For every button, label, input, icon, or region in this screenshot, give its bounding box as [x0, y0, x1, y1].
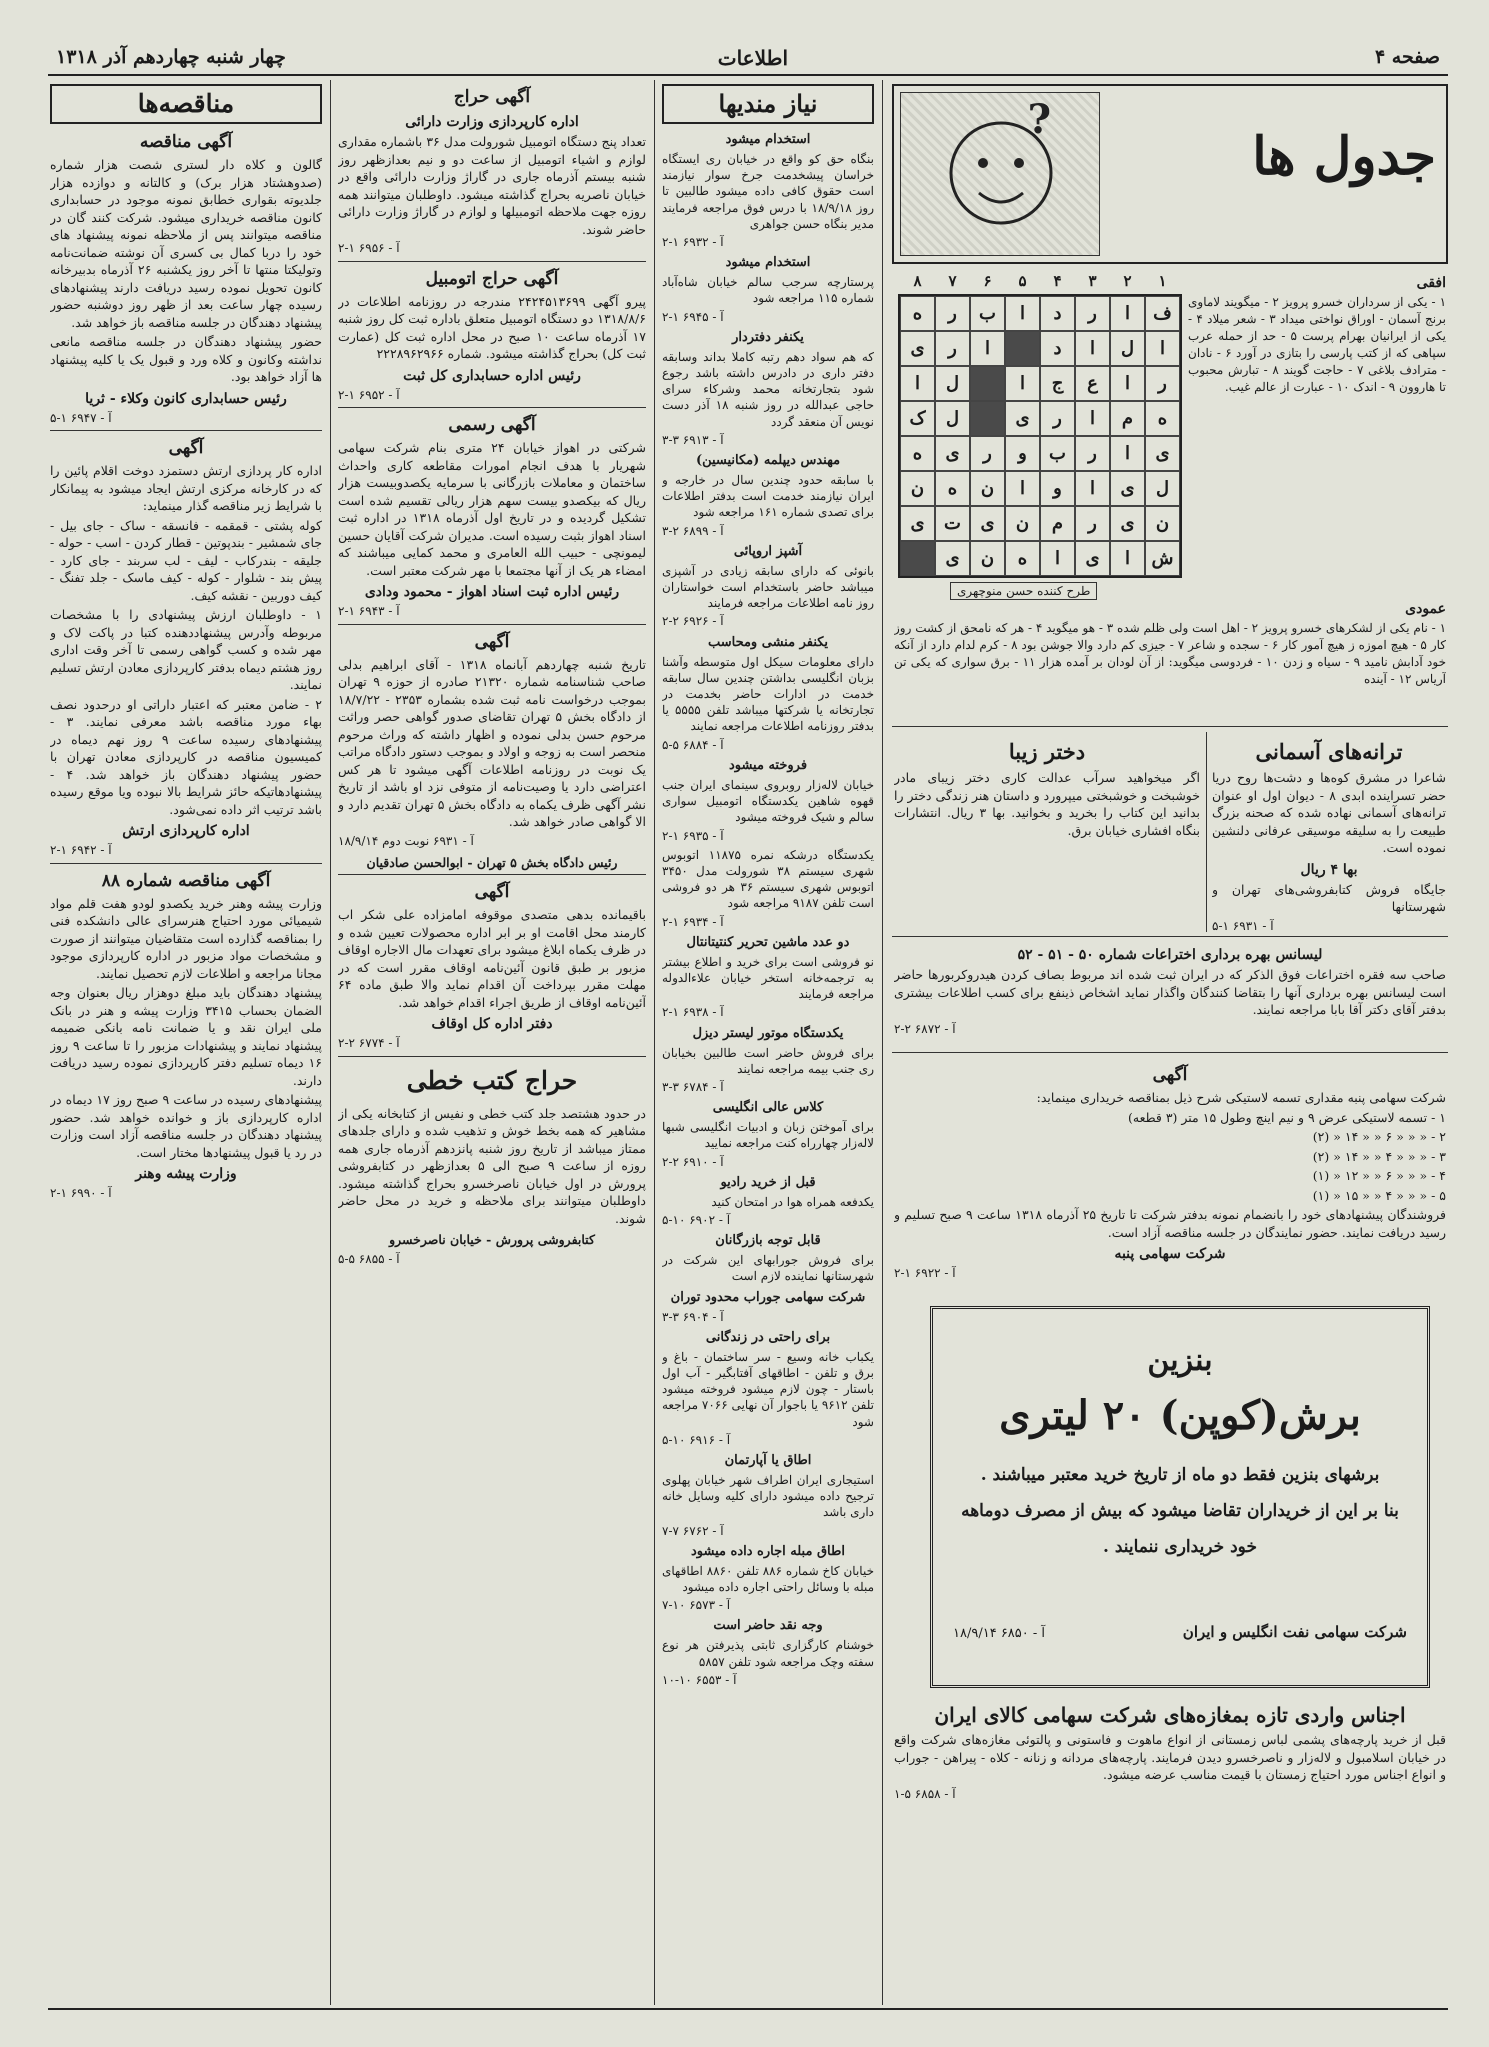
- classified-text: خیابان کاخ شماره ۸۸۶ تلفن ۸۸۶۰ اطاقهای مبله با وسائل راحتی اجاره داده میشود: [662, 1563, 874, 1594]
- ad-signature: کتابفروشی پرورش - خیابان ناصرخسرو: [389, 1232, 595, 1247]
- crossword-cell: ه: [900, 436, 935, 471]
- belt-item: ۵ - « « « ۴ « « ۱۵ « (۱): [1312, 1187, 1446, 1203]
- ad-title: آگهی رسمی: [448, 415, 536, 435]
- classified-code: آ - ۶۹۱۶ ۱۰-۵: [662, 1432, 731, 1447]
- ad-text: ۱ - داوطلبان ارزش پیشنهادی را با مشخصات مربوطه وآدرس پیشنهاددهنده کتبا در پاکت لاک و مهر شده و کسب گواهی رسمی تا آخر وقت اداری روز هشتم دیماه بدفتر کارپردازی معادن ارتش تسلیم نمایند.: [50, 607, 322, 692]
- petrol-signature: شرکت سهامی نفت انگلیس و ایران: [1182, 1623, 1407, 1641]
- crossword-cell: ر: [1040, 401, 1075, 436]
- classified-text: برای فروش جورابهای این شرکت در شهرستانها نماینده لازم است: [662, 1253, 874, 1284]
- crossword-cell: ا: [1110, 436, 1145, 471]
- ad-code: آ - ۶۹۴۲ ۱-۲: [50, 843, 112, 857]
- ad-text: شاعرا در مشرق کوه‌ها و دشت‌ها روح دریا حضر تسراینده ابدی ۸ - دیوان اول او عنوان ترانه‌های آسمانی نهاده شده که صحنه بزرگ طبیعت را به سلیقه موسیقی عرفانی دلنشین نموده است.: [1212, 770, 1446, 855]
- header-rule: [48, 74, 1448, 76]
- crossword-cell: ب: [1040, 436, 1075, 471]
- ad-code: آ - ۶۹۹۰ ۱-۲: [50, 1186, 112, 1200]
- crossword-cell: ا: [1110, 541, 1145, 576]
- crossword-cell: ی: [900, 331, 935, 366]
- ad-text: جایگاه فروش کتابفروشی‌های تهران و شهرستانها: [1212, 881, 1446, 914]
- ad-title: لیسانس بهره برداری اختراعات شماره ۵۰ - ۵۱ - ۵۲: [1017, 947, 1323, 963]
- crossword-cell: ی: [1145, 436, 1180, 471]
- crossword-cell: ر: [1075, 296, 1110, 331]
- crossword-cell: ا: [1145, 331, 1180, 366]
- classified-text: خیابان لاله‌زار روبروی سینمای ایران جنب قهوه شاهین یکدستگاه اتومبیل سواری سالم و شیک فروخته میشود: [662, 777, 874, 825]
- crossword-cell: ا: [970, 331, 1005, 366]
- crossword-cell: ن: [970, 541, 1005, 576]
- classified-text: یکباب خانه وسیع - سر ساختمان - باغ و برق و تلفن - اطاقهای آفتابگیر - آب اول باستار - چون لازم میشود فروخته میشود تلفن ۹۶۱۲ یا باجوار آن نهایی ۷۰۶۶ مراجعه شود: [662, 1349, 874, 1429]
- ad-code: آ - ۶۹۳۱ ۱-۵: [1212, 918, 1274, 932]
- ad-text: شرکت سهامی پنبه مقداری تسمه لاستیکی شرح ذیل بمناقصه خریداری مینماید:: [1036, 1090, 1446, 1105]
- ad-code: آ - ۶۹۴۳ ۱-۲: [338, 604, 400, 618]
- license-ad: [894, 942, 1446, 1048]
- classified-text: خوشنام کارگزاری ثابتی پذیرفتن هر نوع سفته وچک مراجعه شود تلفن ۵۸۵۷: [662, 1638, 874, 1669]
- classified-title: یکنفر منشی ومحاسب: [707, 634, 829, 650]
- ad-title: حراج کتب خطی: [406, 1065, 578, 1095]
- classified-text: بنگاه حق کو واقع در خیابان ری ایستگاه خراسان پیشخدمت جرخ سوار نیازمند است حقوق کافی داده میشود طالبین تا روز ۱۸/۹/۱۸ با درس فوق مراجعه فرمایند مدیر بنگاه حسن جواهری: [662, 152, 874, 231]
- crossword-cell: ا: [1075, 471, 1110, 506]
- ad-title: آگهی حراج اتومبیل: [425, 268, 559, 289]
- ad-code: آ - ۶۸۷۲ ۲-۲: [894, 1021, 956, 1036]
- crossword-cell: ش: [1145, 541, 1180, 576]
- column-divider: [654, 80, 655, 2005]
- crossword-cell: م: [1040, 506, 1075, 541]
- crossword-cell: ا: [1005, 366, 1040, 401]
- crossword-cell: ل: [935, 401, 970, 436]
- classified-code: آ - ۶۹۰۴ ۳-۳: [662, 1309, 724, 1324]
- ad-title: اجناس واردی تازه بمغازه‌های شرکت سهامی کالای ایران: [934, 1703, 1406, 1727]
- classified-code: آ - ۶۹۳۸ ۱-۲: [662, 1005, 724, 1020]
- crossword-black-cell: [900, 541, 935, 576]
- crossword-black-cell: [1005, 331, 1040, 366]
- ad-text: وزارت پیشه وهنر خرید یکصدو لودو هفت قلم مواد شیمیائی مورد احتیاج هنرسرای عالی دانشکده فنی را بمناقصه گذارده است متقاضیان میتوانند از صورت و مشخصات مواد مزبور در اداره کارپردازی موجود مجانا مراجعه و اطلاعات لازم تحصیل نمایند.: [50, 895, 322, 981]
- classified-text: پرستارچه سرجب سالم خیابان شاه‌آباد شماره ۱۱۵ مراجعه شود: [662, 275, 874, 306]
- footer-rule: [48, 2008, 1448, 2010]
- classified-code: آ - ۶۹۴۵ ۱-۲: [662, 309, 724, 324]
- ad-text: حضور پیشنهاد دهندگان در جلسه مناقصه مانعی نداشته وکانون و کلاه ورد و قبول یک یا کلیه پیشنهاد ها آزاد خواهد بود.: [50, 334, 322, 384]
- classified-text: یکدستگاه درشکه نمره ۱۱۸۷۵ اتوبوس شهری سیستم ۳۸ شورولت مدل ۳۴۵۰ اتوبوس شهری سیستم ۳۶ هر دو فروشی است تلفن ۹۱۸۷ مراجعه شود: [662, 847, 874, 911]
- ad-signature: شرکت سهامی پنبه: [1114, 1246, 1226, 1262]
- crossword-cell: ر: [935, 296, 970, 331]
- ad-code: آ - ۶۹۵۲ ۱-۲: [338, 387, 400, 402]
- crossword-cell: ر: [970, 436, 1005, 471]
- notices-column: [338, 80, 646, 2005]
- crossword-cell: ن: [1145, 506, 1180, 541]
- classified-title: یکنفر دفتردار: [732, 329, 804, 345]
- crossword-cell: ر: [1075, 506, 1110, 541]
- classified-title: فروخته میشود: [728, 757, 808, 773]
- classified-title: وجه نقد حاضر است: [713, 1618, 823, 1634]
- classified-text: استیجاری ایران اطراف شهر خیابان پهلوی ترجیح داده میشود دارای کلیه وسایل خانه داری باشد: [662, 1472, 874, 1520]
- crossword-grid: [898, 294, 1182, 578]
- classifieds-column: [662, 80, 874, 2005]
- crossword-cell: ه: [900, 296, 935, 331]
- classified-text: برای آموختن زبان و ادبیات انگلیسی شبها لاله‌زار چهارراه کنت مراجعه نمایید: [662, 1120, 874, 1151]
- crossword-cell: ی: [1075, 541, 1110, 576]
- ad-code: آ - ۶۸۵۸ ۵-۱: [894, 1786, 956, 1801]
- ad-text: پیشنهاد دهندگان باید مبلغ دوهزار ریال بعنوان وجه الضمان بحساب ۳۴۱۵ وزارت پیشه و هنر در بانک ملی ایران نقد و یا ضمانت نامه بانکی ضمیمه پیشنهاد نمایند و پیشنهادات مزبور را تا ساعت ۹ روز ۱۶ دیماه تسلیم دفتر کارپردازی نموده رسید دریافت دارند.: [50, 985, 322, 1088]
- crossword-illustration: [900, 92, 1100, 256]
- fabric-ad: [894, 1696, 1446, 1916]
- belt-item: ۱ - تسمه لاستیکی عرض ۹ و نیم اینچ وطول ۱۵ متر (۳ قطعه): [1128, 1109, 1446, 1125]
- clues-heading: عمودی: [1405, 601, 1446, 617]
- classified-code: آ - ۶۷۸۴ ۳-۳: [662, 1079, 724, 1094]
- ad-title: آگهی: [1152, 1065, 1188, 1085]
- classifieds-section-title: نیاز مندیها: [662, 84, 874, 124]
- classified-title: قابل توجه بازرگانان: [715, 1233, 821, 1249]
- ad-signature: رئیس حسابداری کانون وکلاء - ثریا: [85, 390, 287, 407]
- crossword-cell: ا: [1040, 541, 1075, 576]
- ad-signature: رئیس اداره ثبت اسناد اهواز - محمود ودادی: [364, 584, 620, 600]
- column-divider: [330, 80, 331, 2005]
- ad-code: آ - ۶۹۲۲ ۱-۲: [894, 1266, 956, 1280]
- tenders-column: [50, 80, 322, 2005]
- crossword-title: جدول ها: [1252, 126, 1436, 187]
- classified-code: آ - ۶۹۳۲ ۱-۲: [662, 235, 724, 250]
- clues-text: ۱ - یکی از سرداران خسرو پرویز ۲ - میگویند لاماوی برنج آسمان - اوراق نواختی میداد ۳ - شعر میلاد ۴ - یکی از ایرانیان بهرام پرست ۵ - حد از حمله عرب سپاهی که از کتب پارسی را بتازی در آورد ۶ - نادان - مترادف بلاغی ۷ - حاجت گویند ۸ - تبارش محبوب تا هاروون ۹ - اندک ۱۰ - عبارت از عالم غیب.: [1188, 295, 1446, 394]
- ad-title: آگهی: [474, 631, 510, 652]
- crossword-cell: ا: [1075, 401, 1110, 436]
- crossword-cell: ی: [935, 436, 970, 471]
- petrol-line: بنا بر این از خریداران تقاضا میشود که بیش از مصرف دوماهه: [961, 1501, 1399, 1521]
- belt-item: ۳ - « « « ۴ « « ۱۴ « (۲): [1312, 1148, 1446, 1164]
- horizontal-clues: [1188, 270, 1446, 588]
- classified-code: آ - ۶۸۸۴ ۵-۵: [662, 737, 724, 752]
- crossword-cell: ت: [935, 506, 970, 541]
- crossword-cell: د: [1040, 331, 1075, 366]
- ad-text: فروشندگان پیشنهادهای خود را بانضمام نمونه بدفتر شرکت تا تاریخ ۲۵ آذرماه ۱۳۱۸ ساعت ۹ صبح تسلیم و رسید دریافت نمایند. حضور نمایندگان در جلسه مناقصه آزاد است.: [894, 1207, 1446, 1240]
- face-illustration: [901, 93, 1099, 255]
- ad-signature: رئیس دادگاه بخش ۵ تهران - ابوالحسن صادقیان: [366, 855, 618, 870]
- crossword-cell: ه: [1145, 401, 1180, 436]
- ad-subtitle: اداره کارپردازی وزارت دارائی: [405, 114, 579, 130]
- crossword-cell: د: [1040, 296, 1075, 331]
- classifieds-list: [662, 130, 874, 1688]
- crossword-cell: ی: [935, 541, 970, 576]
- ad-text: اگر میخواهید سرآب عدالت کاری دختر زیبای مادر خوشبخت و خوشبختی میپرورد و داستان هنر زندگی دختر را بدانید این کتاب را بخرید و بخوانید. بها ۳ ریال. انتشارات بنگاه افشاری خیابان برق.: [894, 770, 1200, 838]
- ad-text: صاحب سه فقره اختراعات فوق الذکر که در ایران ثبت شده اند مربوط بصاف کردن هیدروکربورها حاضر است لیسانس بهره برداری آنها را بتقاضا کنندگان واگذار نماید اشخاص ذینفع برای کسب اطلاعات بیشتری بدفتر آقای دکتر آقا بابا مراجعه نمایند.: [894, 967, 1446, 1017]
- classified-code: آ - ۶۹۲۶ ۲-۲: [662, 614, 724, 629]
- petrol-line: خود خریداری ننمایند .: [1103, 1537, 1257, 1557]
- classified-text: نو فروشی است برای خرید و اطلاع بیشتر به ترجمه‌خانه استخر خیابان علاءالدوله مراجعه فرمایند: [662, 954, 874, 1002]
- crossword-cell: ی: [970, 506, 1005, 541]
- ad-signature: اداره کارپردازی ارتش: [122, 823, 250, 839]
- crossword-cell: ا: [900, 366, 935, 401]
- petrol-title: بنزین: [1147, 1343, 1213, 1378]
- crossword-cell: ر: [935, 331, 970, 366]
- ad-text: ۲ - ضامن معتبر که اعتبار داراتی او درحدود نصف بهاء مورد مناقصه باشد معرفی نمایند. ۳ - پیشنهادهای رسیده ساعت ۹ روز نهم دیماه در کمیسیون مناقصه در کارپردازی معادن تهران با حضور پیشنهاد دهندگان باز خواهد شد. ۴ - پیشنهادهاتیکه حائز شرایط بالا نبوده ویا موقع رسیده باشد ترتیب اثر داده نمی‌شود.: [50, 696, 322, 817]
- classified-code: آ - ۶۹۳۴ ۱-۲: [662, 914, 724, 929]
- classified-title: مهندس دیپلمه (مکانیسین): [695, 453, 841, 469]
- classified-code: آ - ۶۹۱۳ ۳-۳: [662, 432, 724, 447]
- ad-text: در حدود هشتصد جلد کتب خطی و نفیس از کتابخانه یکی از مشاهیر که همه بخط خوش و تذهیب شده و دارای جلدهای ممتاز میباشد از تاریخ روز شنبه پانزدهم آذرماه جاری همه روزه از ساعت ۹ صبح الی ۵ بعدازظهر در کتابفروشی پرورش در اول خیابان ناصرخسرو بحراج گذاشته میشود. داوطلبان میتوانند برای ملاحظه و خرید در محل حاضر شوند.: [338, 1105, 646, 1226]
- ad-list: کوله پشتی - قمقمه - فانسقه - ساک - جای بیل - جای شمشیر - بندپوتین - قطار کردن - اسب - حوله - جلیقه - بندرکاب - لیف - لب سربند - جای کارد - پیش بند - شلوار - کوله - کیف ماسک - جلد تفنگ - کیف دوربین - نقشه کیف.: [50, 517, 322, 603]
- ad-text: باقیمانده بدهی متصدی موقوفه امامزاده علی شکر اب کارمند محل اقامت او بر ابر اداره محصولات تعیین شده و در ظرف یکماه ابلاغ میشود برای تعهدات مال الاجاره اوقاف مزبور بر طبق قانون آئین‌نامه اوقاف مقرر است که در مهلت مقرر بپرداخت آن اقدام نماید والا طبق ماده ۶۴ آئین‌نامه اوقاف از طریق اجراء اقدام خواهد شد.: [338, 907, 646, 1010]
- classified-text: بانوئی که دارای سابقه زیادی در آشپزی میباشد حاضر باستخدام است خواستاران روز نامه اطلاعات مراجعه فرمایند: [662, 563, 874, 611]
- ad-text: گالون و کلاه دار لستری شصت هزار شماره (صدوهشتاد هزار برک) و کالتانه و دوازده هزار جلدیوته بقواری خطابق نمونه موجود در حسابداری کانون مناقصه خریداری میشود. شرکت کنند گان در مناقصه میتوانند پس از ملاحظه نمونه پیشنهاد های خود را دربا کمال بی کسری آن نوشته ضمانت‌نامه وتولیکتا منتها تا آخر روز یکشنبه ۲۶ آذرماه بدبیرخانه کانون تحویل نموده رسید دریافت دارند پیشنهادهای رسیده چهار ساعت بعد از ظهر روز دوشنبه حضور پیشنهاد دهندگان در جلسه مناقصه باز خواهد شد.: [50, 157, 322, 330]
- ad-text: تعداد پنج دستگاه اتومبیل شورولت مدل ۳۶ باشماره مقداری لوازم و اشیاء اتومبیل از ساعت دو و نیم بعدازظهر روز شنبه بیستم آذرماه جاری در گاراژ وزارت دارائی واقع در خیابان ناصریه بحراج گذاشته میشود. داوطلبان میتوانند همه روزه جهت ملاحظه اتومبیلها و لوازم در گاراژ وزارت دارائی حاضر شوند.: [338, 134, 646, 237]
- crossword-cell: ل: [1145, 471, 1180, 506]
- ad-text: پیرو آگهی ۲۴۲۴۵۱۳۶۹۹ مندرجه در روزنامه اطلاعات در ۱۳۱۸/۸/۶ دو دستگاه اتومبیل متعلق باداره ثبت کل روز شنبه ۱۷ آذرماه ساعت ۱۰ صبح در محل اداره ثبت کل (عمارت ثبت کل) بحراج گذاشته میشود. شماره ۲۲۲۸۹۶۲۹۶۶: [338, 293, 646, 361]
- crossword-cell: ر: [1145, 366, 1180, 401]
- page-header: [48, 42, 1448, 72]
- belt-list: [894, 1109, 1446, 1205]
- classified-code: آ - ۶۵۷۳ ۱۰-۷: [662, 1598, 731, 1613]
- crossword-cell: ا: [1005, 296, 1040, 331]
- crossword-cell: ن: [900, 471, 935, 506]
- classified-title: استخدام میشود: [725, 132, 811, 147]
- crossword-cell: ی: [1005, 401, 1040, 436]
- petrol-line: برشهای بنزین فقط دو ماه از تاریخ خرید معتبر میباشند .: [980, 1465, 1380, 1485]
- ad-text: شرکتی در اهواز خیابان ۲۴ متری بنام شرکت سهامی شهریار با هدف انجام امورات مقاطعه کاری واحداث ساختمان و معاملات بازرگانی با سرمایه یکصدوبیست هزار ریال که بیکصدو بیست سهم هزار ریالی تقسیم شده است تشکیل گردیده و در تاریخ اول آذرماه ۱۳۱۸ در اداره ثبت اسناد اهواز بثبت رسیده است. مدیران شرکت آقایان حسین لیمونچی - حبیب الله العامری و محمد کمایی میباشند که امضاء هر یک از آنها مجتمعا با مهر شرکت معتبر است.: [338, 440, 646, 578]
- crossword-header: [892, 84, 1448, 264]
- classified-text: یکدفعه همراه هوا در امتحان کنید: [711, 1194, 874, 1209]
- belt-item: ۴ - « « « ۶ « « ۱۲ « (۱): [1312, 1168, 1446, 1183]
- ad-code: آ - ۶۷۷۴ ۲-۲: [338, 1036, 400, 1050]
- crossword-black-cell: [970, 366, 1005, 401]
- crossword-cell: و: [1040, 471, 1075, 506]
- belt-item: ۲ - « « « ۶ « « ۱۴ « (۲): [1312, 1129, 1446, 1144]
- crossword-column-numbers: ۱ ۲ ۳ ۴ ۵ ۶ ۷ ۸: [913, 272, 1167, 290]
- classified-title: اطاق مبله اجاره داده میشود: [691, 1543, 845, 1559]
- crossword-cell: ن: [970, 471, 1005, 506]
- book-ad-girl: [894, 732, 1200, 932]
- ad-text: اداره کار پردازی ارتش دستمزد دوخت اقلام پائین را که در کارخانه مرکزی ارتش ایجاد میشود به پیمانکار با شرایط زیر مناقصه گذار مینماید:: [50, 463, 322, 513]
- ad-code: آ - ۶۹۵۶ ۱-۲: [338, 241, 400, 255]
- book-ad-songs: [1212, 732, 1446, 932]
- crossword-cell: ه: [935, 471, 970, 506]
- ad-title: آگهی مناقصه: [139, 132, 233, 152]
- classified-title: قبل از خرید رادیو: [720, 1174, 816, 1190]
- crossword-cell: ا: [1110, 366, 1145, 401]
- petrol-coupon-ad: [930, 1306, 1430, 1688]
- vertical-clues: [894, 596, 1446, 720]
- ad-title: دختر زیبا: [1008, 739, 1086, 764]
- classified-text: برای فروش حاضر است طالبین بخیابان ری جنب بیمه مراجعه نمایند: [662, 1045, 874, 1076]
- ad-code: آ - ۶۸۵۵ ۵-۵: [338, 1252, 400, 1266]
- classified-title: آشپز اروپائی: [733, 543, 803, 559]
- crossword-cell: و: [1005, 436, 1040, 471]
- classified-title: دو عدد ماشین تحریر کنتیتانتال: [686, 934, 850, 950]
- classified-code: آ - ۶۸۹۹ ۲-۳: [662, 523, 724, 538]
- crossword-cell: ی: [1110, 506, 1145, 541]
- classified-code: آ - ۶۵۵۳ ۱۰-۱۰: [662, 1672, 737, 1687]
- newspaper-name: اطلاعات: [717, 46, 788, 70]
- crossword-cell: ل: [1110, 331, 1145, 366]
- ad-text: تاریخ شنبه چهاردهم آبانماه ۱۳۱۸ - آقای ابراهیم بدلی صاحب شناسنامه شماره ۲۱۳۲۰ صادره از حوزه ۹ تهران بموجب درخواست نامه ثبت شده بشماره ۲۳۵۳ - ۱۸/۷/۲۲ از دادگاه بخش ۵ تهران تقاضای صدور گواهی حصر وراثت مرحوم حسن بدلی نموده و اظهار داشته که وراث مرحوم منحصر است به زوجه و اولاد و بموجب دستور دادگاه مراتب یک نوبت در روزنامه اطلاعات آگهی میشود تا هر کس اعتراضی دارد یا وصیت‌نامه از متوفی نزد او باشد از تاریخ نشر آگهی ظرف یکماه به دادگاه بخش ۵ تهران تقدیم دارد و الا گواهی صادر خواهد شد.: [338, 656, 646, 829]
- ad-title: ترانه‌های آسمانی: [1255, 739, 1403, 764]
- ad-signature: دفتر اداره کل اوقاف: [431, 1016, 553, 1032]
- classified-code: آ - ۶۷۶۲ ۷-۷: [662, 1523, 724, 1538]
- column-divider: [882, 80, 883, 2005]
- classified-text: که هم سواد دهم رتبه کاملا بداند وسابقه دفتر داری در دادرس داشته باشد رجوع شود بتجارتخانه محمد وشرکاء سرای حاجی عبدالله در روز شنبه ۱۸ آذر دست نویس آن منعقد گردد: [662, 349, 874, 429]
- crossword-designer: طرح کننده حسن منوچهری: [950, 582, 1097, 600]
- clues-text: ۱ - نام یکی از لشکرهای خسرو پرویز ۲ - اهل است ولی ظلم شده ۳ - هو میگوید ۴ - هر که نامحق از کشت روز کار ۵ - هیچ اموزه ز هیچ آمور کار ۶ - سجده و شاعر ۷ - جیزی کم دارد والا جوشن بود ۸ - کرم لدام دارد از آنکه خود آدابش نامید ۹ - سیاه و زدن ۱۰ - فردوسی میگوید: از آن لودان بر آمده هزار ۱۱ - برق سواری که یکی تن آریاس ۱۲ - آینده: [894, 621, 1446, 686]
- crossword-cell: ی: [900, 506, 935, 541]
- svg-text:?: ?: [1027, 96, 1051, 143]
- crossword-cell: ا: [1075, 331, 1110, 366]
- ad-title: آگهی: [168, 438, 204, 458]
- crossword-cell: ع: [1075, 366, 1110, 401]
- classified-code: آ - ۶۹۳۵ ۱-۲: [662, 828, 724, 843]
- classified-code: آ - ۶۹۰۲ ۱۰-۵: [662, 1212, 731, 1227]
- classified-title: اطاق یا آپارتمان: [724, 1452, 812, 1468]
- crossword-cell: ف: [1145, 296, 1180, 331]
- classified-text: دارای معلومات سیکل اول متوسطه وآشنا بزبان انگلیسی بداشتن چندین سال سابقه خدمت در ادارات حاضر بخدمت در تجارتخانه یا شرکتها میباشد تلفن ۵۵۵۵ یا بدفتر روزنامه اطلاعات مراجعه نمایند: [662, 654, 874, 734]
- crossword-cell: ه: [1005, 541, 1040, 576]
- classified-title: شرکت سهامی جوراب محدود توران: [670, 1289, 866, 1305]
- classified-title: یکدستگاه موتور لیستر دیزل: [692, 1025, 844, 1041]
- classified-title: استخدام میشود: [725, 255, 811, 271]
- classified-text: با سابقه حدود چندین سال در خارجه و ایران نیازمند خدمت است بدفتر اطلاعات برای تصدی شماره ۱۶۱ مراجعه شود: [662, 473, 874, 520]
- ad-code: آ - ۶۸۵۰ ۱۸/۹/۱۴: [953, 1626, 1046, 1641]
- crossword-cell: ن: [1005, 506, 1040, 541]
- clues-heading: افقی: [1416, 275, 1446, 291]
- crossword-cell: ا: [1005, 471, 1040, 506]
- crossword-cell: ک: [900, 401, 935, 436]
- crossword-cell: ا: [1110, 296, 1145, 331]
- ad-signature: وزارت پیشه وهنر: [135, 1166, 237, 1182]
- ad-code: آ - ۶۹۴۷ ۱-۵: [50, 410, 112, 425]
- crossword-cell: ب: [970, 296, 1005, 331]
- crossword-cell: ل: [935, 366, 970, 401]
- classified-title: برای راحتی در زندگانی: [705, 1329, 831, 1345]
- ad-text: قبل از خرید پارچه‌های پشمی لباس زمستانی از انواع ماهوت و فاستونی و پالتوئی مغازه‌های شرکت واقع در خیابان اسلامبول و لاله‌زار و ناصرخسرو دیدن فرمایند. پارچه‌های مردانه و زنانه - کلاه - پیراهن - جوراب و انواع اجناس مورد احتیاج زمستان با قیمت مناسب عرضه میشود.: [894, 1732, 1446, 1782]
- tenders-section-title: مناقصه‌ها: [50, 84, 322, 124]
- ad-title: آگهی مناقصه شماره ۸۸: [101, 870, 271, 891]
- ad-price: بها ۴ ریال: [1300, 861, 1358, 878]
- cotton-tender-ad: [894, 1058, 1446, 1298]
- classified-code: آ - ۶۹۱۰ ۲-۲: [662, 1154, 724, 1169]
- ad-signature: رئیس اداره حسابداری کل ثبت: [403, 367, 581, 384]
- petrol-coupon-heading: برش(کوپن) ۲۰ لیتری: [999, 1392, 1361, 1439]
- classified-title: کلاس عالی انگلیسی: [712, 1100, 824, 1116]
- crossword-cell: ج: [1040, 366, 1075, 401]
- ad-text: پیشنهادهای رسیده در ساعت ۹ صبح روز ۱۷ دیماه در اداره کارپردازی باز و خوانده خواهد شد. حضور پیشنهاد دهندگان در جلسه مناقصه آزاد است وزارت در رد یا قبول پیشنهادها مختار است.: [50, 1092, 322, 1160]
- crossword-cell: ر: [1075, 436, 1110, 471]
- crossword-cell: م: [1110, 401, 1145, 436]
- crossword-cell: ی: [1110, 471, 1145, 506]
- issue-date: چهار شنبه چهاردهم آذر ۱۳۱۸: [56, 46, 286, 68]
- ad-title: آگهی: [474, 882, 510, 902]
- page-number: صفحه ۴: [1374, 46, 1440, 68]
- crossword-black-cell: [970, 401, 1005, 436]
- ad-code: آ - ۶۹۳۱ نوبت دوم ۱۸/۹/۱۴: [338, 833, 474, 848]
- ad-title: آگهی حراج: [453, 87, 531, 107]
